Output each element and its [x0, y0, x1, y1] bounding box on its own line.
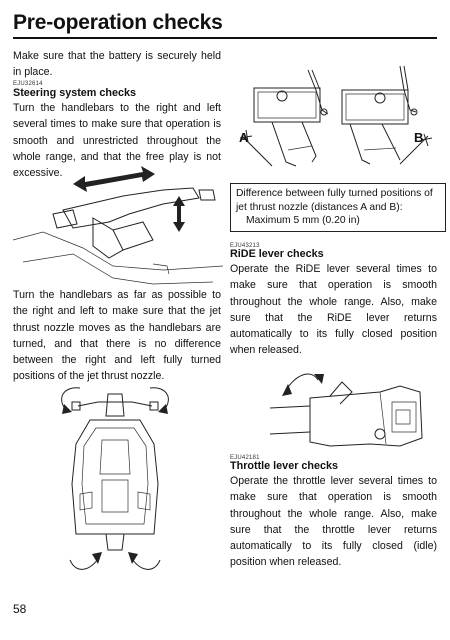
- spec-box-value: Maximum 5 mm (0.20 in): [246, 215, 360, 227]
- watercraft-diagram: [50, 384, 180, 574]
- ride-text: Operate the RiDE lever several times to make sure that operation is smooth throughout the whole range. Also, make sure that the RiDE lever returns automatically to its fully closed position when released.: [230, 263, 437, 357]
- page-number: 58: [13, 602, 27, 616]
- spec-box: [230, 183, 446, 232]
- ride-lever-diagram: [270, 362, 430, 457]
- label-a: A: [239, 130, 249, 145]
- steering-text: Turn the handlebars to the right and left several times to make sure that operation is smooth and unrestricted throughout the whole range, and that the free play is not excessive.: [13, 102, 221, 180]
- turn-text: Turn the handlebars as far as possible to the right and left to make sure that the jet thrust nozzle moves as the handlebars are turned, and that there is no difference between the right and left fully turned positions of the jet thrust nozzle.: [13, 289, 221, 383]
- handlebar-diagram: [13, 170, 223, 290]
- throttle-text: Operate the throttle lever several times to make sure that operation is smooth throughout the whole range. Also, make sure that the throttle lever returns automatically to its fully closed (idle) position when released.: [230, 475, 437, 569]
- nozzle-diagram: [232, 50, 437, 180]
- steering-heading: Steering system checks: [13, 87, 137, 99]
- title-rule: [13, 37, 437, 39]
- steering-code: EJU32614: [13, 81, 43, 87]
- throttle-code: EJU42181: [230, 455, 260, 461]
- ride-code: EJU43213: [230, 243, 260, 249]
- page-title: Pre-operation checks: [13, 11, 223, 34]
- label-b: B: [414, 130, 424, 145]
- battery-text: Make sure that the battery is securely held in place.: [13, 50, 221, 79]
- throttle-heading: Throttle lever checks: [230, 460, 339, 472]
- spec-box-text: Difference between fully turned positions of jet thrust nozzle (distances A and B):: [236, 188, 433, 213]
- ride-heading: RiDE lever checks: [230, 248, 324, 260]
